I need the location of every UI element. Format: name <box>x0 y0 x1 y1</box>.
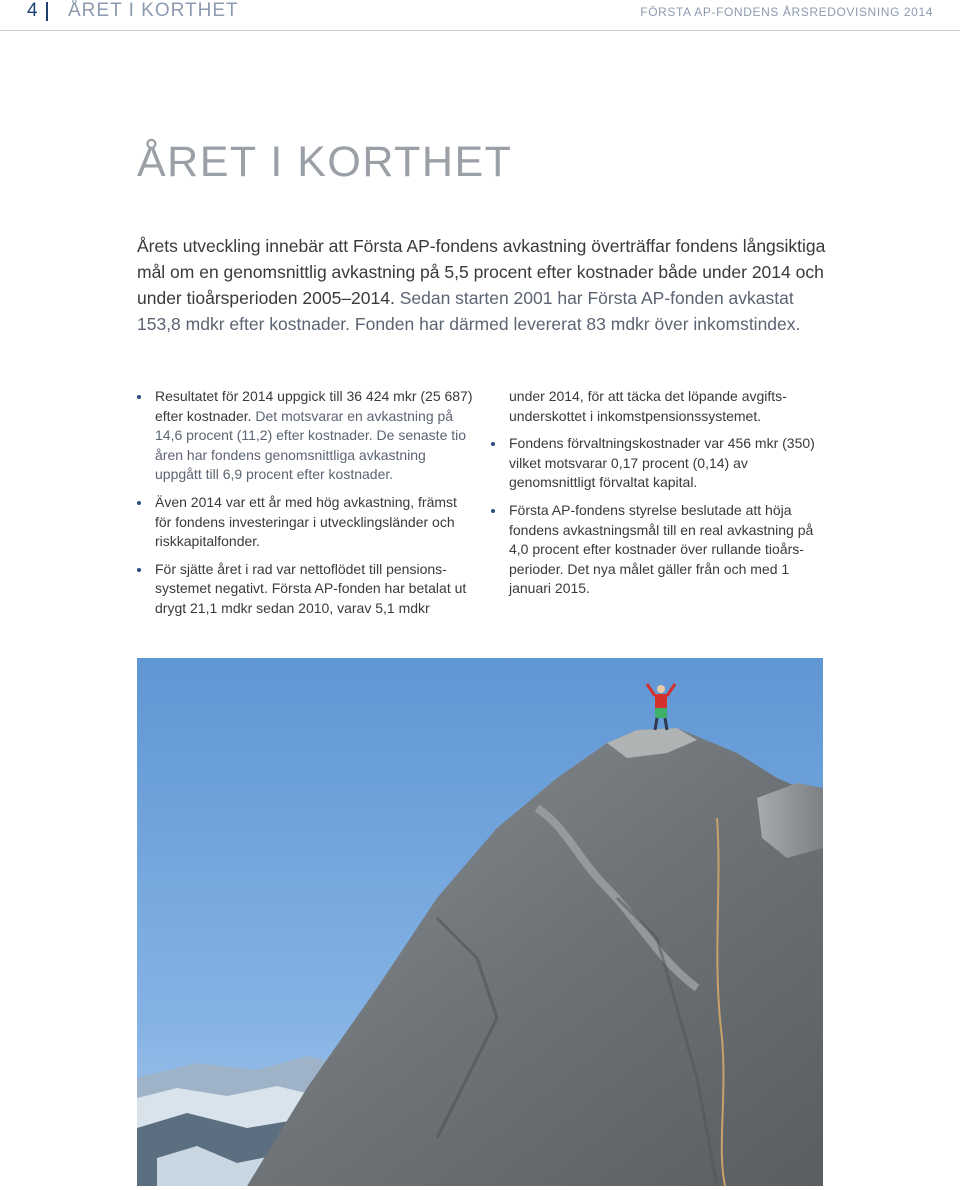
right-bullet-list <box>509 387 829 607</box>
bullet-text: Första AP-fondens styrelse beslutade att höja fondens avkastningsmål till en real avkastning på 4,0 procent efter kostnader över rullande tioårsperioder. Det nya målet gäller från och med 1 januari 2015. <box>509 501 814 597</box>
section-label: ÅRET I KORTHET <box>68 0 239 21</box>
intro-part-2: Sedan starten 2001 har Första AP-fonden avkastat 153,8 mdkr efter kostnader. Fonden har därmed levererat 83 mdkr över inkomstindex. <box>137 288 801 334</box>
page-number: 4 <box>27 0 38 21</box>
bullet-item <box>509 501 829 599</box>
photo-illustration <box>137 658 823 1186</box>
bullet-item <box>509 434 829 493</box>
bullet-item <box>155 493 475 552</box>
header-rule <box>0 30 960 31</box>
page-title: ÅRET I KORTHET <box>137 138 513 186</box>
intro-part-1: Årets utveckling innebär att Första AP-fondens avkastning överträffar fondens långsiktiga mål om en genomsnittlig avkastning på 5,5 procent efter kostnader både under 2014 och under tioårsperioden 2005–2014. <box>137 236 826 308</box>
page-header <box>0 0 960 30</box>
bullet-text: För sjätte året i rad var nettoflödet till pensionssystemet negativt. Första AP-fonden har betalat ut drygt 21,1 mdkr sedan 2010, varav 5,1 mdkr <box>155 560 467 616</box>
bullet-text: Fondens förvaltningskostnader var 456 mkr (350) vilket motsvarar 0,17 procent (0,14) av genomsnittligt förvaltat kapital. <box>509 435 815 491</box>
bullet-continuation: under 2014, för att täcka det löpande avgiftsunderskottet i inkomstpensionssystemet. <box>509 388 787 424</box>
bullet-item <box>155 560 475 619</box>
bullet-item <box>155 387 475 485</box>
left-bullet-list <box>155 387 475 627</box>
bullet-text-highlight: Det motsvarar en avkastning på 14,6 procent (11,2) efter kostnader. De senaste tio åren har fondens genomsnittliga avkastning uppgått till 6,9 procent efter kostnader. <box>155 407 467 483</box>
bullet-text: Resultatet för 2014 uppgick till 36 424 mkr (25 687) efter kostnader. <box>155 388 473 424</box>
mountain-climber-photo <box>137 658 823 1186</box>
bullet-text: Även 2014 var ett år med hög avkastning, främst för fondens investeringar i utvecklingsländer och riskkapitalfonder. <box>155 493 457 550</box>
header-divider <box>46 2 48 21</box>
intro-paragraph <box>137 233 827 337</box>
report-title: FÖRSTA AP-FONDENS ÅRSREDOVISNING 2014 <box>640 5 933 19</box>
